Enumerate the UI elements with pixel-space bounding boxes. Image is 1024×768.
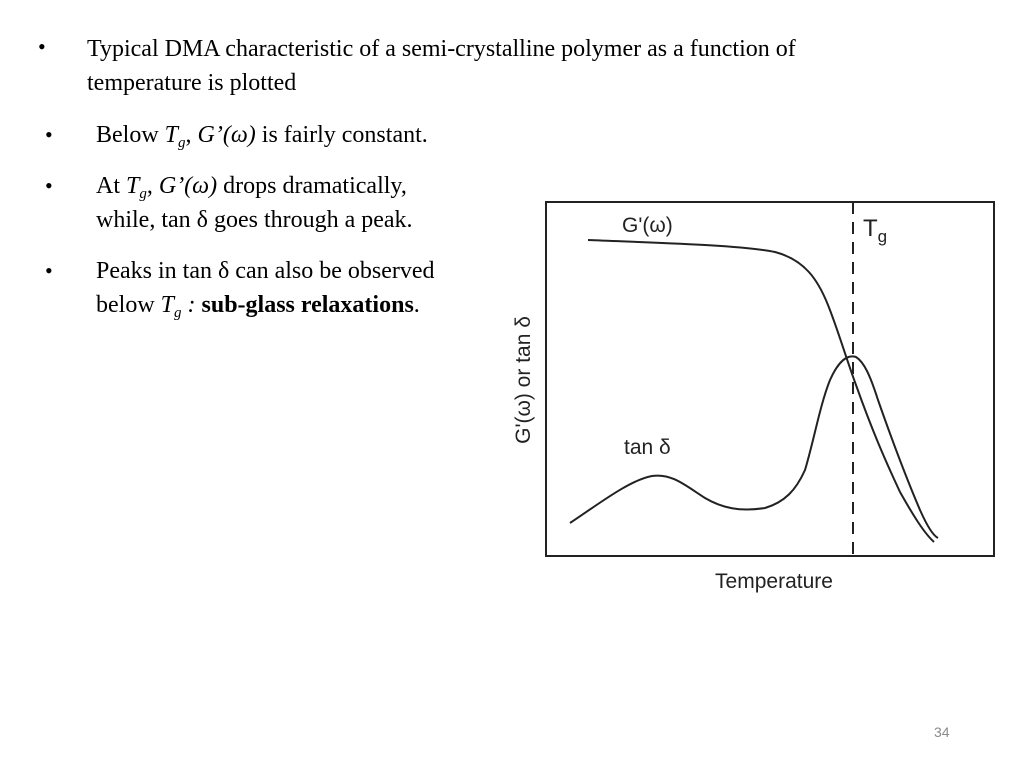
bullet-marker-3: • xyxy=(45,173,53,198)
bullet-1-line-1: Typical DMA characteristic of a semi-crystalline polymer as a function of xyxy=(87,36,796,62)
bullet-4-colon: : xyxy=(181,292,202,318)
bullet-2-tg-symbol: $T_g$ xyxy=(164,122,186,151)
bullet-1 xyxy=(87,32,796,100)
bullet-3-text-b: , xyxy=(146,173,159,199)
bullet-3-g-omega: G’(ω) xyxy=(158,173,218,199)
bullet-4-tg-symbol: $T_g$ xyxy=(160,292,182,321)
bullet-4-bold-term: sub-glass relaxations xyxy=(201,292,414,318)
tan-delta-label: tan δ xyxy=(624,436,671,459)
bullet-1-line-2: temperature is plotted xyxy=(87,70,297,96)
g-omega-curve xyxy=(588,240,934,542)
y-axis-label: G'(ω) or tan δ xyxy=(512,316,535,444)
bullet-2-text-c: is fairly constant. xyxy=(255,122,428,148)
tg-label: $T_g$ xyxy=(863,215,888,246)
bullet-4 xyxy=(96,254,435,322)
bullet-3-text-a: At xyxy=(96,173,126,199)
bullet-3-line-2: while, tan δ goes through a peak. xyxy=(96,207,413,233)
bullet-2 xyxy=(96,118,428,152)
bullet-2-g-omega: G’(ω) xyxy=(197,122,256,148)
bullet-3 xyxy=(96,169,413,237)
bullet-marker-4: • xyxy=(45,258,53,283)
bullet-4-text-a: below xyxy=(96,292,161,318)
plot-frame xyxy=(546,202,994,556)
bullet-4-line-1: Peaks in tan δ can also be observed xyxy=(96,258,435,284)
bullet-2-text-a: Below xyxy=(96,122,165,148)
bullet-marker-2: • xyxy=(45,122,53,147)
bullet-2-text-b: , xyxy=(185,122,198,148)
g-omega-label: G'(ω) xyxy=(622,214,673,237)
dma-diagram xyxy=(500,190,1010,600)
page-number: 34 xyxy=(934,724,950,740)
bullet-3-tg-symbol: $T_g$ xyxy=(126,173,147,202)
bullet-marker-1: • xyxy=(38,34,46,59)
bullet-3-text-c: drops dramatically, xyxy=(217,173,407,199)
x-axis-label: Temperature xyxy=(715,570,833,593)
bullet-4-period: . xyxy=(413,292,420,318)
